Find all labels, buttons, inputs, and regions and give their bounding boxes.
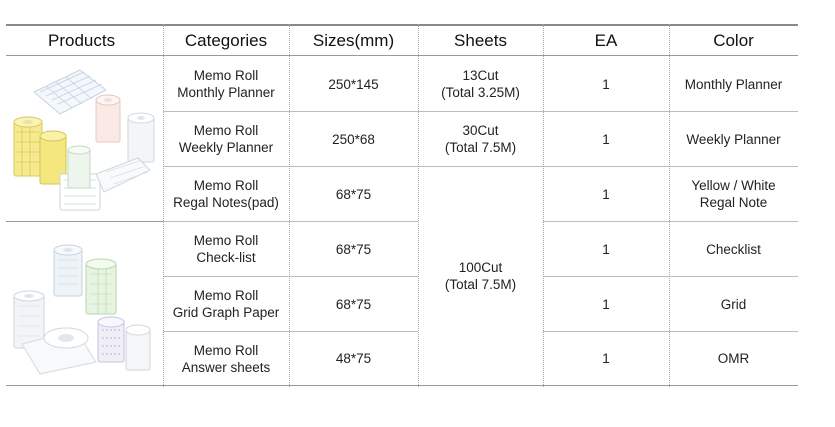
size-cell: 68*75 xyxy=(335,241,372,257)
size-cell: 68*75 xyxy=(335,186,372,202)
table-bottom-rule xyxy=(6,385,798,386)
header-color: Color xyxy=(713,31,754,50)
yellow-roll-icon xyxy=(14,117,42,176)
ea-cell: 1 xyxy=(602,351,610,366)
product-image-grid-rolls xyxy=(10,234,158,376)
spec-table xyxy=(6,24,798,387)
sheets-cell: 30Cut (Total 7.5M) xyxy=(444,123,517,155)
purple-omr-roll-icon xyxy=(98,317,124,362)
pink-roll-icon xyxy=(96,95,120,142)
header-categories: Categories xyxy=(184,31,268,50)
color-cell: Monthly Planner xyxy=(684,76,783,92)
color-cell: Grid xyxy=(720,296,747,312)
header-sizes: Sizes(mm) xyxy=(312,31,395,50)
color-cell: Weekly Planner xyxy=(686,131,781,147)
ea-cell: 1 xyxy=(602,186,610,202)
category-cell: Memo Roll Regal Notes(pad) xyxy=(173,178,279,210)
header-sheets: Sheets xyxy=(454,31,507,50)
category-cell: Memo Roll Grid Graph Paper xyxy=(172,288,280,320)
white-roll-icon xyxy=(128,113,154,162)
white-roll-2-icon xyxy=(126,325,150,370)
sheets-cell: 13Cut (Total 3.25M) xyxy=(441,68,520,100)
row-rule xyxy=(6,221,163,222)
size-cell: 68*75 xyxy=(335,296,372,312)
category-cell: Memo Roll Monthly Planner xyxy=(177,68,275,100)
size-cell: 250*68 xyxy=(332,131,375,147)
monthly-planner-roll-icon xyxy=(34,70,106,114)
color-cell: Checklist xyxy=(706,241,761,257)
color-cell: Yellow / White Regal Note xyxy=(691,178,776,210)
category-cell: Memo Roll Answer sheets xyxy=(181,342,271,375)
category-cell: Memo Roll Check-list xyxy=(193,233,259,265)
ea-cell: 1 xyxy=(602,76,610,92)
header-ea: EA xyxy=(594,31,618,50)
color-cell: OMR xyxy=(717,351,750,366)
green-grid-roll-icon xyxy=(86,259,116,314)
blue-checklist-roll-icon xyxy=(54,245,82,296)
ea-cell: 1 xyxy=(602,131,610,147)
sheets-merged-cell: 100Cut (Total 7.5M) xyxy=(444,260,517,292)
green-grid-roll-icon xyxy=(68,146,90,188)
product-image-planner-rolls xyxy=(10,62,158,212)
ea-cell: 1 xyxy=(602,296,610,312)
header-products: Products xyxy=(48,31,116,50)
category-cell: Memo Roll Weekly Planner xyxy=(178,123,274,155)
size-cell: 48*75 xyxy=(335,351,372,366)
ea-cell: 1 xyxy=(602,241,610,257)
size-cell: 250*145 xyxy=(328,76,379,92)
